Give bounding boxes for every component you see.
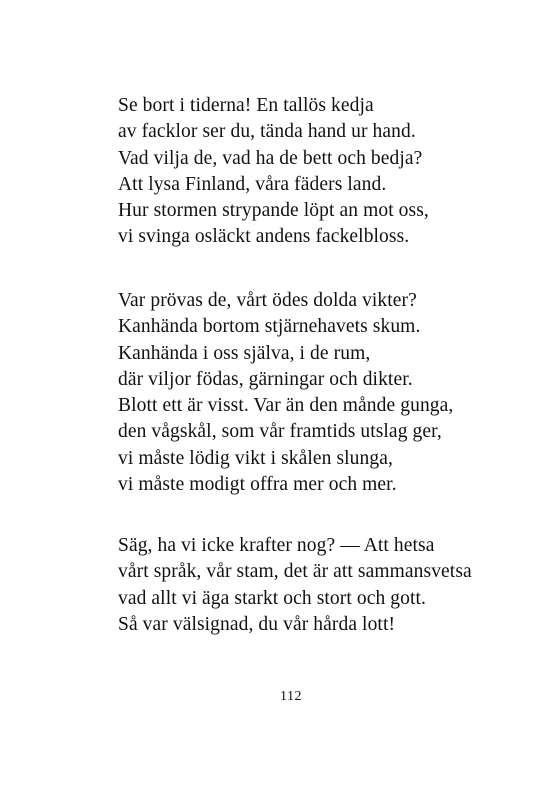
- poem-line: vi svinga osläckt andens fackelbloss.: [118, 226, 410, 248]
- poem-line: av facklor ser du, tända hand ur hand.: [118, 121, 416, 143]
- poem-line: Var prövas de, vårt ödes dolda vikter?: [118, 290, 417, 311]
- stanza-2: [118, 288, 453, 498]
- poem-line: vi måste lödig vikt i skålen slunga,: [118, 447, 393, 469]
- poem-line: Se bort i tiderna! En tallös kedja: [118, 95, 374, 116]
- poem-line: vi måste modigt offra mer och mer.: [118, 474, 397, 496]
- stanza-1: [118, 93, 429, 251]
- poem-line: Hur stormen strypande löpt an mot oss,: [118, 200, 429, 222]
- poem-line: där viljor födas, gärningar och dikter.: [118, 368, 413, 390]
- poem-line: Vad vilja de, vad ha de bett och bedja?: [118, 147, 423, 169]
- poem-line: Kanhända i oss själva, i de rum,: [118, 342, 371, 364]
- poem-line: Att lysa Finland, våra fäders land.: [118, 173, 387, 195]
- stanza-3: [118, 533, 472, 638]
- poem-line: Så var välsignad, du vår hårda lott!: [118, 613, 396, 635]
- poem-line: den vågskål, som vår framtids utslag ger,: [118, 421, 442, 443]
- poem-line: Blott ett är visst. Var än den månde gunga,: [118, 395, 454, 417]
- poem-line: vad allt vi äga starkt och stort och gott.: [118, 587, 427, 609]
- page-number: 112: [280, 689, 302, 704]
- poem-line: vårt språk, vår stam, det är att sammansvetsa: [118, 561, 472, 583]
- poem-line: Säg, ha vi icke krafter nog? — Att hetsa: [118, 535, 435, 556]
- poem-line: Kanhända bortom stjärnehavets skum.: [118, 316, 421, 338]
